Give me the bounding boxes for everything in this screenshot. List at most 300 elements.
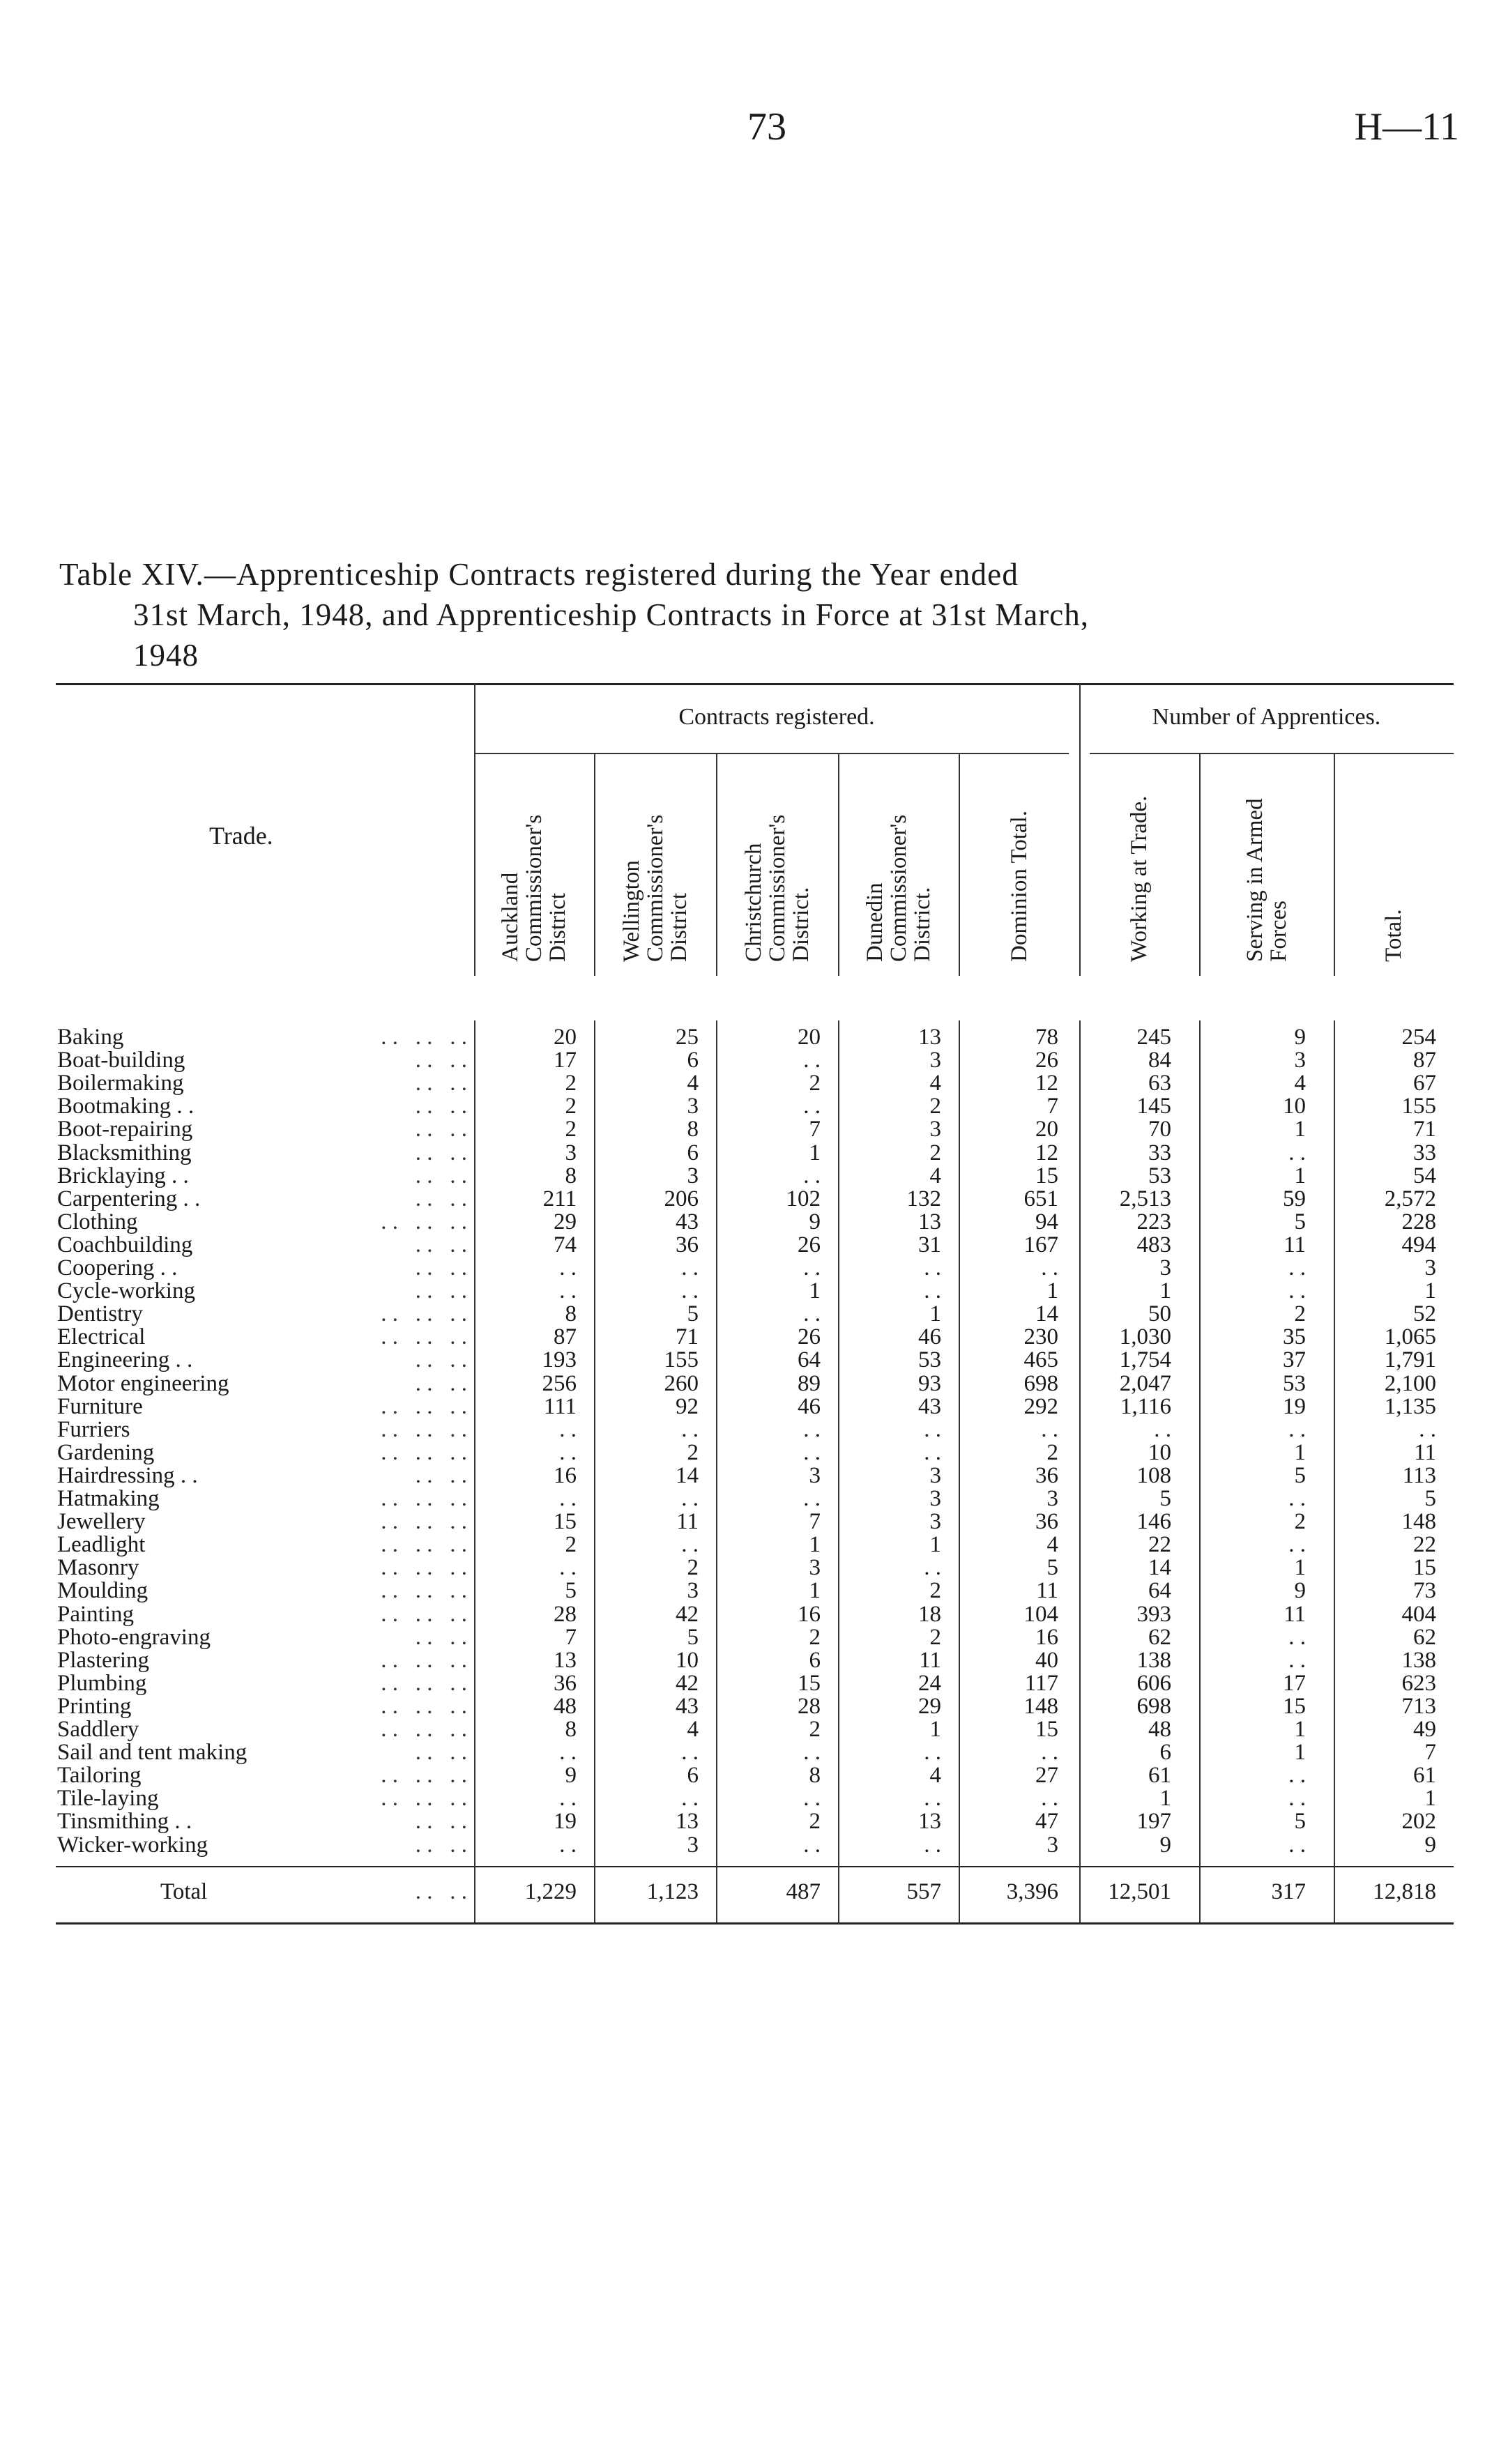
table-row	[56, 1672, 1454, 1695]
trade-name: Hairdressing . .	[57, 1462, 198, 1488]
value-cell: . .	[559, 1832, 577, 1858]
value-cell: 33	[1413, 1140, 1436, 1165]
value-cell: 20	[1035, 1117, 1058, 1142]
table-row	[56, 1049, 1454, 1072]
value-cell: 48	[1148, 1717, 1171, 1742]
value-cell: 651	[1023, 1186, 1058, 1211]
value-cell: 22	[1413, 1532, 1436, 1558]
value-cell: 2	[809, 1809, 821, 1835]
trade-name: Baking	[57, 1025, 124, 1050]
table-row	[56, 1234, 1454, 1257]
value-cell: 15	[798, 1670, 821, 1696]
value-cell: 3	[1046, 1832, 1058, 1858]
value-cell: 1,229	[524, 1879, 577, 1904]
leader-dots: . . . . . .	[381, 1025, 467, 1050]
group-header-apprentices: Number of Apprentices.	[1152, 704, 1381, 730]
value-cell: 61	[1413, 1763, 1436, 1789]
trade-name: Clothing	[57, 1209, 138, 1234]
value-cell: 3	[1424, 1255, 1436, 1280]
value-cell: 63	[1148, 1071, 1171, 1096]
header-column-divider	[474, 683, 475, 976]
value-cell: 16	[1035, 1624, 1058, 1650]
total-row	[56, 1881, 1454, 1904]
leader-dots: . . . . . .	[381, 1555, 467, 1581]
value-cell: 15	[1035, 1163, 1058, 1188]
value-cell: 1	[929, 1301, 941, 1327]
value-cell: 3	[687, 1094, 699, 1119]
value-cell: . .	[1288, 1532, 1306, 1558]
value-cell: 2	[929, 1094, 941, 1119]
value-cell: 2	[1294, 1301, 1306, 1327]
value-cell: 6	[687, 1140, 699, 1165]
value-cell: 1	[809, 1578, 821, 1604]
value-cell: 2	[565, 1071, 577, 1096]
value-cell: 8	[809, 1763, 821, 1789]
group-header-contracts: Contracts registered.	[678, 704, 875, 730]
leader-dots: . . . . . .	[381, 1393, 467, 1419]
value-cell: 1,065	[1384, 1324, 1436, 1350]
leader-dots: . . . . . .	[381, 1301, 467, 1327]
value-cell: . .	[803, 1094, 821, 1119]
value-cell: 10	[1148, 1439, 1171, 1465]
table-row	[56, 1810, 1454, 1833]
value-cell: 3,396	[1006, 1879, 1058, 1904]
trade-name: Tinsmithing . .	[57, 1809, 192, 1835]
value-cell: 15	[1283, 1693, 1306, 1719]
leader-dots: . . . . . .	[381, 1786, 467, 1812]
value-cell: . .	[559, 1786, 577, 1812]
value-cell: 1	[929, 1532, 941, 1558]
table-row	[56, 1303, 1454, 1326]
value-cell: 9	[1294, 1025, 1306, 1050]
value-cell: . .	[681, 1486, 699, 1511]
table-row	[56, 1741, 1454, 1764]
table-row	[56, 1165, 1454, 1188]
value-cell: 12	[1035, 1071, 1058, 1096]
value-cell: 148	[1023, 1693, 1058, 1719]
value-cell: 606	[1136, 1670, 1171, 1696]
value-cell: 3	[687, 1578, 699, 1604]
value-cell: 74	[554, 1232, 577, 1257]
column-header-text	[742, 815, 813, 962]
page-number: 73	[747, 105, 786, 148]
column-header-line: District	[666, 893, 692, 962]
table-row	[56, 1072, 1454, 1095]
value-cell: . .	[1288, 1832, 1306, 1858]
value-cell: . .	[924, 1255, 941, 1280]
value-cell: 13	[918, 1025, 941, 1050]
trade-name: Bootmaking . .	[57, 1094, 195, 1119]
value-cell: 108	[1136, 1462, 1171, 1488]
value-cell: 3	[929, 1486, 941, 1511]
table-row	[56, 1418, 1454, 1441]
trade-name: Wicker-working	[57, 1832, 208, 1858]
trade-name: Blacksmithing	[57, 1140, 192, 1165]
trade-name: Printing	[57, 1693, 132, 1719]
value-cell: 3	[687, 1163, 699, 1188]
value-cell: . .	[924, 1555, 941, 1581]
value-cell: 713	[1401, 1693, 1436, 1719]
value-cell: 26	[1035, 1048, 1058, 1073]
value-cell: 28	[554, 1601, 577, 1627]
value-cell: 13	[918, 1209, 941, 1234]
table-title	[59, 554, 1457, 675]
value-cell: 53	[918, 1347, 941, 1373]
value-cell: 2	[809, 1624, 821, 1650]
table-row	[56, 1441, 1454, 1464]
value-cell: 46	[798, 1393, 821, 1419]
value-cell: 13	[554, 1647, 577, 1673]
value-cell: 5	[687, 1301, 699, 1327]
value-cell: 28	[798, 1693, 821, 1719]
value-cell: 64	[1148, 1578, 1171, 1604]
leader-dots: . . . .	[415, 1462, 467, 1488]
leader-dots: . . . . . .	[381, 1717, 467, 1742]
value-cell: 6	[809, 1647, 821, 1673]
value-cell: 5	[687, 1624, 699, 1650]
value-cell: 155	[664, 1347, 699, 1373]
title-line-2: 31st March, 1948, and Apprenticeship Contracts in Force at 31st March,	[133, 597, 1089, 632]
leader-dots: . . . . . .	[381, 1647, 467, 1673]
value-cell: 1	[809, 1532, 821, 1558]
leader-dots: . . . . . .	[381, 1693, 467, 1719]
value-cell: 53	[1283, 1370, 1306, 1396]
value-cell: . .	[1288, 1486, 1306, 1511]
value-cell: 3	[1294, 1048, 1306, 1073]
trade-name: Tile-laying	[57, 1786, 159, 1812]
value-cell: 71	[676, 1324, 699, 1350]
header-column-divider	[594, 753, 595, 976]
value-cell: 1	[1294, 1555, 1306, 1581]
table-row	[56, 1211, 1454, 1234]
value-cell: 1	[929, 1717, 941, 1742]
value-cell: 12,501	[1108, 1879, 1171, 1904]
value-cell: 167	[1023, 1232, 1058, 1257]
value-cell: 37	[1283, 1347, 1306, 1373]
value-cell: 11	[1414, 1439, 1436, 1465]
value-cell: 13	[676, 1809, 699, 1835]
value-cell: 197	[1136, 1809, 1171, 1835]
value-cell: 19	[1283, 1393, 1306, 1419]
value-cell: 1,116	[1120, 1393, 1171, 1419]
column-header-line: Commissioner's	[764, 814, 790, 962]
value-cell: 62	[1413, 1624, 1436, 1650]
value-cell: . .	[924, 1416, 941, 1442]
value-cell: . .	[559, 1439, 577, 1465]
table-top-rule	[56, 683, 1454, 685]
value-cell: 27	[1035, 1763, 1058, 1789]
table-row	[56, 1510, 1454, 1533]
leader-dots: . . . .	[415, 1094, 467, 1119]
value-cell: 33	[1148, 1140, 1171, 1165]
column-header-line: Forces	[1265, 901, 1291, 962]
column-header-line: Serving in Armed	[1242, 798, 1267, 962]
table-row	[56, 1834, 1454, 1857]
value-cell: 2	[565, 1117, 577, 1142]
value-cell: 1,135	[1384, 1393, 1436, 1419]
value-cell: 17	[554, 1048, 577, 1073]
value-cell: . .	[1288, 1624, 1306, 1650]
trade-name: Masonry	[57, 1555, 139, 1581]
value-cell: 1	[1424, 1786, 1436, 1812]
value-cell: 15	[554, 1509, 577, 1535]
table-row	[56, 1556, 1454, 1579]
column-header-text	[863, 815, 934, 962]
value-cell: 87	[1413, 1048, 1436, 1073]
value-cell: 64	[798, 1347, 821, 1373]
trade-name: Gardening	[57, 1439, 155, 1465]
value-cell: . .	[803, 1048, 821, 1073]
value-cell: 145	[1136, 1094, 1171, 1119]
value-cell: 13	[918, 1809, 941, 1835]
value-cell: 1	[1046, 1278, 1058, 1304]
leader-dots: . . . .	[415, 1186, 467, 1211]
value-cell: 7	[809, 1509, 821, 1535]
value-cell: 7	[565, 1624, 577, 1650]
value-cell: . .	[1288, 1416, 1306, 1442]
value-cell: 31	[918, 1232, 941, 1257]
table-row	[56, 1280, 1454, 1303]
leader-dots: . . . .	[415, 1163, 467, 1188]
value-cell: 206	[664, 1186, 699, 1211]
leader-dots: . . . .	[415, 1347, 467, 1373]
value-cell: . .	[803, 1255, 821, 1280]
table-row	[56, 1188, 1454, 1211]
column-header-text	[1007, 811, 1031, 962]
value-cell: 132	[906, 1186, 941, 1211]
leader-dots: . . . . . .	[381, 1670, 467, 1696]
leader-dots: . . . . . .	[381, 1486, 467, 1511]
value-cell: 94	[1035, 1209, 1058, 1234]
value-cell: 2	[687, 1439, 699, 1465]
value-cell: 92	[676, 1393, 699, 1419]
value-cell: 4	[929, 1163, 941, 1188]
leader-dots: . . . .	[415, 1740, 467, 1766]
table-row	[56, 1095, 1454, 1118]
value-cell: 2	[809, 1071, 821, 1096]
value-cell: 1	[1424, 1278, 1436, 1304]
value-cell: 4	[687, 1717, 699, 1742]
value-cell: 3	[1159, 1255, 1171, 1280]
value-cell: 138	[1401, 1647, 1436, 1673]
value-cell: 2	[1046, 1439, 1058, 1465]
leader-dots: . . . . . .	[381, 1416, 467, 1442]
value-cell: . .	[803, 1740, 821, 1766]
value-cell: 67	[1413, 1071, 1436, 1096]
value-cell: 3	[929, 1117, 941, 1142]
value-cell: 228	[1401, 1209, 1436, 1234]
value-cell: . .	[803, 1301, 821, 1327]
table-bottom-rule	[56, 1922, 1454, 1924]
value-cell: . .	[681, 1740, 699, 1766]
value-cell: . .	[681, 1786, 699, 1812]
value-cell: 146	[1136, 1509, 1171, 1535]
value-cell: 71	[1413, 1117, 1436, 1142]
column-header-line: Total.	[1381, 909, 1406, 962]
value-cell: 1	[1294, 1740, 1306, 1766]
value-cell: . .	[1041, 1416, 1058, 1442]
value-cell: 14	[676, 1462, 699, 1488]
value-cell: . .	[681, 1532, 699, 1558]
value-cell: 70	[1148, 1117, 1171, 1142]
page-reference: H—11	[1354, 105, 1459, 148]
value-cell: . .	[1288, 1255, 1306, 1280]
value-cell: 3	[687, 1832, 699, 1858]
value-cell: 3	[929, 1048, 941, 1073]
value-cell: . .	[1041, 1786, 1058, 1812]
value-cell: 9	[1294, 1578, 1306, 1604]
table-row	[56, 1649, 1454, 1672]
table-row	[56, 1349, 1454, 1372]
value-cell: 43	[918, 1393, 941, 1419]
value-cell: 9	[1424, 1832, 1436, 1858]
value-cell: 1,791	[1384, 1347, 1436, 1373]
value-cell: . .	[803, 1416, 821, 1442]
value-cell: 43	[676, 1209, 699, 1234]
value-cell: 54	[1413, 1163, 1436, 1188]
value-cell: 2,572	[1384, 1186, 1436, 1211]
column-header-line: Working at Trade.	[1127, 795, 1152, 962]
table-row	[56, 1326, 1454, 1349]
table-row	[56, 1603, 1454, 1626]
column-header-line: District.	[788, 887, 814, 962]
value-cell: 254	[1401, 1025, 1436, 1050]
value-cell: 84	[1148, 1048, 1171, 1073]
value-cell: 5	[565, 1578, 577, 1604]
leader-dots: . . . . . .	[381, 1209, 467, 1234]
value-cell: 87	[554, 1324, 577, 1350]
value-cell: 10	[1283, 1094, 1306, 1119]
value-cell: 22	[1148, 1532, 1171, 1558]
trade-name: Furniture	[57, 1393, 143, 1419]
leader-dots: . . . . . .	[381, 1509, 467, 1535]
trade-name: Bricklaying . .	[57, 1163, 189, 1188]
leader-dots: . . . .	[415, 1809, 467, 1835]
value-cell: 2	[687, 1555, 699, 1581]
leader-dots: . . . .	[415, 1832, 467, 1858]
table-row	[56, 1579, 1454, 1602]
value-cell: 138	[1136, 1647, 1171, 1673]
value-cell: 1,754	[1119, 1347, 1171, 1373]
value-cell: . .	[1041, 1255, 1058, 1280]
value-cell: 11	[676, 1509, 699, 1535]
value-cell: 78	[1035, 1025, 1058, 1050]
value-cell: 6	[1159, 1740, 1171, 1766]
value-cell: . .	[1419, 1416, 1436, 1442]
trade-name: Boilermaking	[57, 1071, 184, 1096]
value-cell: 3	[1046, 1486, 1058, 1511]
trade-name: Hatmaking	[57, 1486, 160, 1511]
value-cell: 93	[918, 1370, 941, 1396]
leader-dots: . . . .	[415, 1117, 467, 1142]
value-cell: 36	[1035, 1509, 1058, 1535]
trade-name: Coopering . .	[57, 1255, 178, 1280]
trade-name: Engineering . .	[57, 1347, 193, 1373]
value-cell: 483	[1136, 1232, 1171, 1257]
trade-name: Tailoring	[57, 1763, 142, 1789]
leader-dots: . . . .	[415, 1071, 467, 1096]
value-cell: 11	[1036, 1578, 1058, 1604]
value-cell: . .	[681, 1255, 699, 1280]
value-cell: 317	[1271, 1879, 1306, 1904]
value-cell: 698	[1023, 1370, 1058, 1396]
value-cell: 102	[786, 1186, 821, 1211]
value-cell: 3	[929, 1509, 941, 1535]
value-cell: . .	[803, 1439, 821, 1465]
value-cell: 2,513	[1119, 1186, 1171, 1211]
leader-dots: . . . .	[415, 1140, 467, 1165]
value-cell: 245	[1136, 1025, 1171, 1050]
value-cell: 2	[1294, 1509, 1306, 1535]
value-cell: . .	[559, 1255, 577, 1280]
value-cell: 104	[1023, 1601, 1058, 1627]
value-cell: 36	[1035, 1462, 1058, 1488]
value-cell: 211	[542, 1186, 577, 1211]
value-cell: 5	[1424, 1486, 1436, 1511]
value-cell: 36	[676, 1232, 699, 1257]
value-cell: 16	[798, 1601, 821, 1627]
column-header-line: Commissioner's	[885, 814, 911, 962]
value-cell: . .	[559, 1416, 577, 1442]
trade-name: Coachbuilding	[57, 1232, 193, 1257]
value-cell: 292	[1023, 1393, 1058, 1419]
value-cell: 1	[1294, 1717, 1306, 1742]
value-cell: 48	[554, 1693, 577, 1719]
leader-dots: . . . . . .	[381, 1324, 467, 1350]
value-cell: 5	[1294, 1462, 1306, 1488]
leader-dots: . . . .	[415, 1255, 467, 1280]
value-cell: 35	[1283, 1324, 1306, 1350]
table-row	[56, 1787, 1454, 1810]
value-cell: 487	[786, 1879, 821, 1904]
apprenticeship-table	[56, 683, 1454, 1938]
value-cell: . .	[924, 1439, 941, 1465]
value-cell: 1	[1294, 1439, 1306, 1465]
leader-dots: . . . . . .	[381, 1578, 467, 1604]
leader-dots: . . . . . .	[381, 1439, 467, 1465]
value-cell: 26	[798, 1324, 821, 1350]
value-cell: 6	[687, 1763, 699, 1789]
table-row	[56, 1764, 1454, 1787]
value-cell: 1	[1294, 1117, 1306, 1142]
value-cell: . .	[1288, 1647, 1306, 1673]
value-cell: 16	[554, 1462, 577, 1488]
trade-name: Sail and tent making	[57, 1740, 247, 1766]
leader-dots: . . . .	[415, 1048, 467, 1073]
value-cell: 5	[1159, 1486, 1171, 1511]
header-column-divider	[1079, 683, 1081, 976]
value-cell: 202	[1401, 1809, 1436, 1835]
value-cell: . .	[924, 1832, 941, 1858]
value-cell: 5	[1046, 1555, 1058, 1581]
trade-name: Boat-building	[57, 1048, 185, 1073]
column-header-line: District.	[909, 887, 935, 962]
trade-name: Photo-engraving	[57, 1624, 211, 1650]
table-row	[56, 1464, 1454, 1487]
trade-name: Plastering	[57, 1647, 149, 1673]
value-cell: 61	[1148, 1763, 1171, 1789]
value-cell: 59	[1283, 1186, 1306, 1211]
value-cell: 12	[1035, 1140, 1058, 1165]
value-cell: 29	[918, 1693, 941, 1719]
title-line-3: 1948	[133, 638, 199, 673]
value-cell: 14	[1148, 1555, 1171, 1581]
value-cell: . .	[1288, 1140, 1306, 1165]
value-cell: 2,100	[1384, 1370, 1436, 1396]
trade-name: Electrical	[57, 1324, 146, 1350]
value-cell: 2	[929, 1578, 941, 1604]
value-cell: 1,123	[646, 1879, 699, 1904]
